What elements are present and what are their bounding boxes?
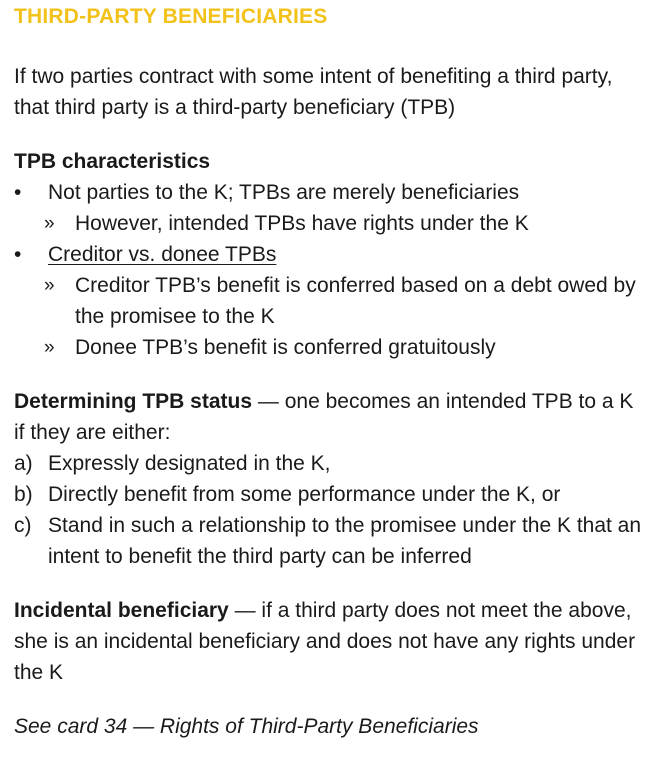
- list-item-text: Directly benefit from some performance under the K, or: [48, 483, 561, 506]
- sub-list-item-text: Creditor TPB’s benefit is conferred based on a debt owed by the promisee to the K: [75, 274, 636, 328]
- list-item-letter: c): [14, 514, 32, 537]
- list-item: [14, 448, 643, 479]
- card-title: THIRD-PARTY BENEFICIARIES: [14, 5, 328, 28]
- list-item: [14, 177, 643, 239]
- sub-list-item: [14, 208, 643, 239]
- incidental-text: — if a third party does not meet the above, she is an incidental beneficiary and does not have any rights under the K: [14, 599, 636, 684]
- double-chevron-icon: »: [44, 213, 55, 234]
- characteristics-list: [14, 177, 643, 363]
- sub-list: [14, 270, 643, 363]
- list-item: [14, 510, 643, 572]
- status-term: Determining TPB status: [14, 390, 253, 413]
- status-text: — one becomes an intended TPB to a K if they are either:: [14, 390, 634, 444]
- see-card-reference: See card 34 — Rights of Third-Party Beneficiaries: [14, 715, 479, 738]
- incidental-paragraph: [14, 595, 643, 688]
- sub-list-item-text: However, intended TPBs have rights under the K: [75, 212, 529, 235]
- list-item-text: Not parties to the K; TPBs are merely beneficiaries: [48, 181, 520, 204]
- sub-list: [14, 208, 643, 239]
- sub-list-item-text: Donee TPB’s benefit is conferred gratuitously: [75, 336, 496, 359]
- list-item-text: Stand in such a relationship to the promisee under the K that an intent to benefit the third party can be inferred: [48, 514, 642, 568]
- list-item-text: Expressly designated in the K,: [48, 452, 331, 475]
- status-list: [14, 448, 643, 572]
- list-item: [14, 239, 643, 363]
- characteristics-heading: TPB characteristics: [14, 150, 211, 173]
- bullet-icon: •: [14, 181, 22, 204]
- incidental-term: Incidental beneficiary: [14, 599, 229, 622]
- list-item-letter: a): [14, 452, 33, 475]
- list-item-letter: b): [14, 483, 33, 506]
- sub-list-item: [14, 270, 643, 332]
- bullet-icon: •: [14, 243, 22, 266]
- status-paragraph: [14, 386, 643, 448]
- intro-paragraph: If two parties contract with some intent of benefiting a third party, that third party is a third-party beneficiary (TPB): [14, 65, 613, 119]
- double-chevron-icon: »: [44, 275, 55, 296]
- list-item-text: Creditor vs. donee TPBs: [48, 243, 277, 266]
- double-chevron-icon: »: [44, 337, 55, 358]
- sub-list-item: [14, 332, 643, 363]
- list-item: [14, 479, 643, 510]
